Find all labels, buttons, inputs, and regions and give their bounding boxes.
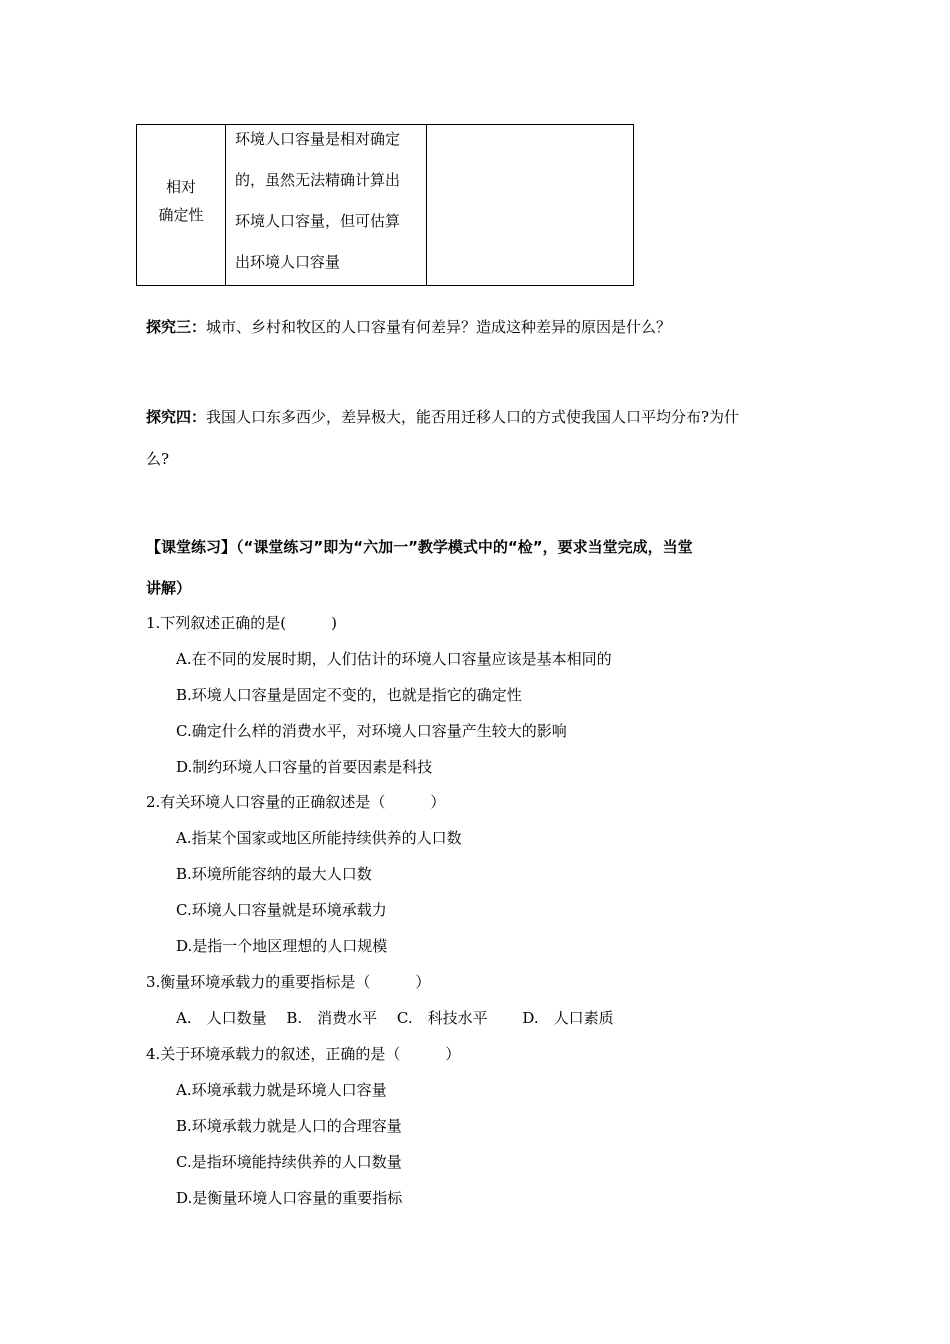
explore-three-label: 探究三： [146,318,207,336]
empty-cell [427,125,633,285]
question-option: A.指某个国家或地区所能持续供养的人口数 [176,829,462,847]
question-option: B.环境承载力就是人口的合理容量 [176,1117,402,1135]
question-option: D.制约环境人口容量的首要因素是科技 [176,758,433,776]
question-option: B.环境人口容量是固定不变的，也就是指它的确定性 [176,686,522,704]
description-line: 出环境人口容量 [235,253,341,271]
question-option: D.是指一个地区理想的人口规模 [176,937,388,955]
description-cell [225,125,427,285]
row-header-cell [137,125,226,285]
question-option: C.环境人口容量就是环境承载力 [176,901,387,919]
question-option: C.确定什么样的消费水平，对环境人口容量产生较大的影响 [176,722,567,740]
info-table [136,124,634,286]
row-header-line: 确定性 [158,206,204,224]
explore-three [146,317,671,337]
explore-four-cont: 么? [146,450,170,468]
question-option: B.环境所能容纳的最大人口数 [176,865,372,883]
description-line: 环境人口容量，但可估算 [235,212,401,230]
question-stem: 1.下列叙述正确的是( ) [146,614,338,632]
explore-four-label: 探究四： [146,408,207,426]
question-option: A.在不同的发展时期，人们估计的环境人口容量应该是基本相同的 [176,650,612,668]
description-line: 环境人口容量是相对确定 [235,130,401,148]
explore-three-text: 城市、乡村和牧区的人口容量有何差异？造成这种差异的原因是什么？ [206,318,672,336]
practice-heading: 【课堂练习】（“课堂练习”即为“六加一”教学模式中的“检”，要求当堂完成，当堂 [146,538,693,556]
question-option: C.是指环境能持续供养的人口数量 [176,1153,402,1171]
practice-heading-cont: 讲解） [146,579,192,597]
question-stem: 3.衡量环境承载力的重要指标是（ ） [146,973,431,991]
question-stem: 4.关于环境承载力的叙述，正确的是（ ） [146,1045,461,1063]
explore-four-text: 我国人口东多西少，差异极大，能否用迁移人口的方式使我国人口平均分布?为什 [206,408,740,426]
question-stem: 2.有关环境人口容量的正确叙述是（ ） [146,793,446,811]
explore-four [146,407,739,427]
row-header-line: 相对 [165,178,196,196]
question-options-inline: A. 人口数量 B. 消费水平 C. 科技水平 D. 人口素质 [176,1009,614,1027]
description-line: 的，虽然无法精确计算出 [235,171,401,189]
question-option: A.环境承载力就是环境人口容量 [176,1081,387,1099]
question-option: D.是衡量环境人口容量的重要指标 [176,1189,403,1207]
